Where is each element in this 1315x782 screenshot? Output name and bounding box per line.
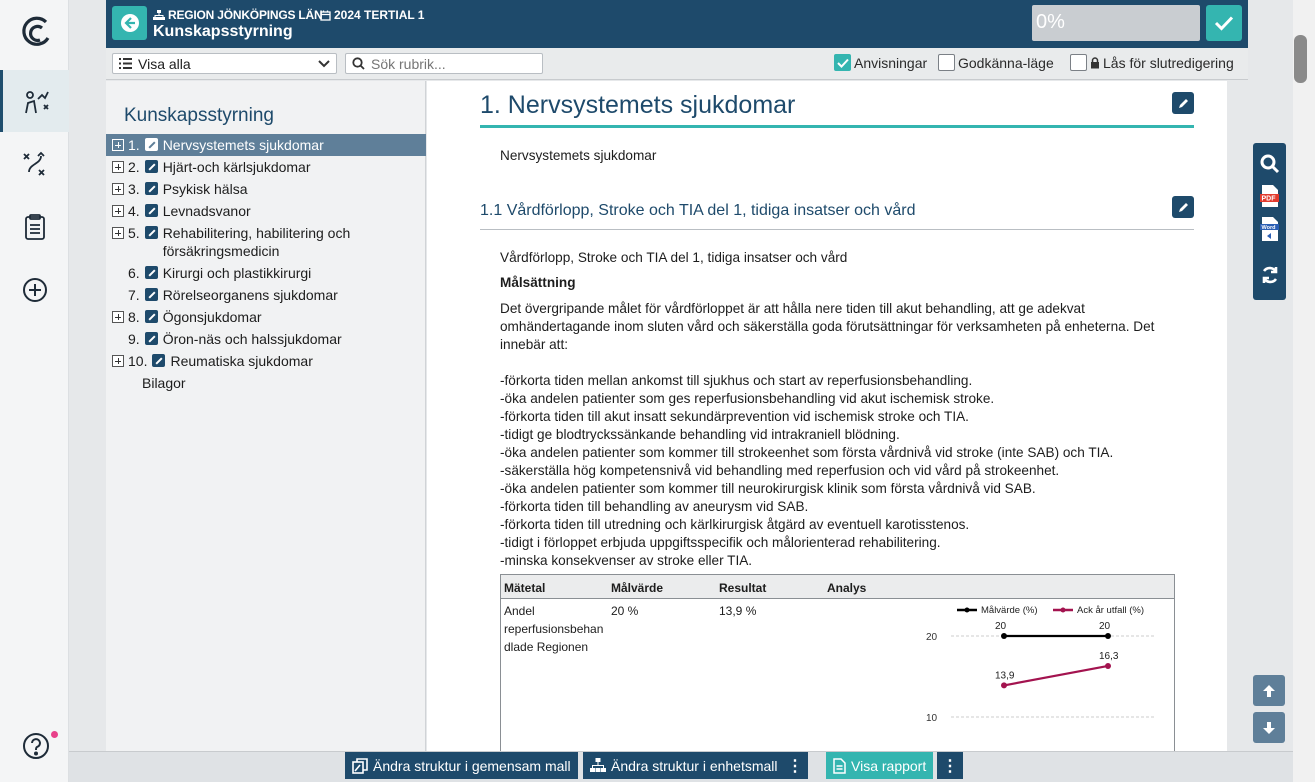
tree-item-4[interactable] (106, 200, 426, 222)
tree-item-5[interactable] (106, 222, 426, 262)
tree-item-10[interactable] (106, 350, 426, 372)
data-label: 13,9 (995, 670, 1015, 682)
edit-icon[interactable] (145, 204, 158, 217)
edit-icon[interactable] (145, 182, 158, 195)
nav-analytics-icon[interactable] (0, 70, 69, 132)
approve-mode-checkbox[interactable] (938, 54, 1054, 71)
tree-item-number: 1. (128, 137, 140, 153)
tree-item-label: Reumatiska sjukdomar (170, 353, 313, 369)
arrow-down-icon (1261, 720, 1277, 736)
app-logo-icon[interactable] (18, 14, 54, 50)
instructions-label: Anvisningar (854, 54, 928, 71)
unit-template-more-button[interactable]: ⋮ (782, 752, 808, 779)
target-cell: 20 % (611, 604, 639, 618)
check-icon (1214, 15, 1234, 31)
expand-icon[interactable] (112, 161, 124, 173)
tree-item-1[interactable] (106, 134, 426, 156)
nav-add-icon[interactable] (0, 259, 69, 321)
list-item: -förkorta tiden mellan ankomst till sjukhus och start av reperfusionsbehandling. (500, 373, 973, 388)
metrics-table (500, 574, 1175, 751)
button-label: Visa rapport (851, 757, 927, 774)
back-button[interactable] (112, 6, 147, 40)
search-box[interactable] (345, 53, 543, 74)
scroll-top-button[interactable] (1253, 675, 1285, 706)
y-tick-label: 20 (926, 632, 938, 643)
confirm-button[interactable] (1206, 5, 1242, 41)
top-bar (106, 0, 1248, 48)
metric-line: dlade Regionen (504, 640, 589, 654)
tree-item-number: 6. (128, 265, 140, 281)
list-item: -tidigt i förloppet erbjuda uppgiftsspecifik och målorienterad rehabilitering. (500, 535, 941, 550)
app-rail (0, 0, 69, 782)
legend-label: Ack år utfall (%) (1077, 605, 1145, 616)
expand-icon[interactable] (112, 227, 124, 239)
view-select[interactable] (112, 53, 337, 74)
tree-item-6[interactable] (106, 262, 426, 284)
data-point (1001, 633, 1007, 639)
page-scrollbar[interactable] (1293, 0, 1315, 782)
notification-dot (51, 731, 58, 738)
period-name: 2024 TERTIAL 1 (334, 8, 425, 22)
org-label (153, 8, 322, 22)
tree-item-label: Ögonsjukdomar (162, 309, 262, 325)
tree-item-appendix[interactable] (106, 372, 426, 394)
edit-icon[interactable] (152, 354, 165, 367)
period-label (320, 8, 424, 22)
list-item: -förkorta tiden till akut insatt sekundärprevention vid ischemisk stroke och TIA. (500, 409, 969, 424)
filter-toolbar (106, 48, 1248, 80)
tree-item-7[interactable] (106, 284, 426, 306)
goal-paragraph-line-2: omhändertagande inom sluten vård och säkerställa goda förutsättningar för verksamheten på enheterna. Det (500, 319, 1155, 334)
instructions-checkbox[interactable] (834, 54, 927, 71)
tree-item-number: 9. (128, 331, 140, 347)
expand-icon[interactable] (112, 183, 124, 195)
report-more-button[interactable]: ⋮ (937, 752, 963, 779)
table-header (501, 575, 1174, 599)
expand-icon[interactable] (112, 311, 124, 323)
document-icon (833, 758, 846, 774)
tree-item-3[interactable] (106, 178, 426, 200)
show-report-button[interactable] (826, 752, 933, 779)
tree-item-label: Kirurgi och plastikkirurgi (162, 265, 312, 281)
edit-icon[interactable] (145, 226, 158, 239)
calendar-icon (320, 10, 331, 21)
tree-item-number: 4. (128, 203, 140, 219)
tree-item-number: 3. (128, 181, 140, 197)
button-label: Ändra struktur i enhetsmall (611, 757, 778, 774)
scroll-bottom-button[interactable] (1253, 712, 1285, 743)
svg-text:Word: Word (1261, 225, 1276, 231)
checkbox-empty-icon[interactable] (1070, 54, 1087, 71)
list-item: -säkerställa hög kompetensnivå vid behandling med reperfusion och vid vård på strokeenhet. (500, 463, 1060, 478)
data-label: 20 (995, 621, 1007, 632)
search-input[interactable] (371, 56, 531, 72)
legend-label: Målvärde (%) (981, 605, 1038, 616)
data-point (1105, 633, 1111, 639)
list-item: -tidigt ge blodtryckssänkande behandling vid intrakraniell blödning. (500, 427, 900, 442)
col-header: Målvärde (611, 581, 664, 595)
section-text: Nervsystemets sjukdomar (500, 148, 657, 163)
data-point (1105, 663, 1111, 669)
progress-label: 0% (1036, 11, 1065, 33)
edit-subsection-button[interactable] (1172, 196, 1194, 218)
subsection-heading: 1.1 Vårdförlopp, Stroke och TIA del 1, tidiga insatser och vård (480, 202, 916, 219)
search-icon (352, 57, 365, 70)
list-item: -öka andelen patienter som kommer till strokeenhet som första vårdnivå vid stroke (inte SAB) och TIA. (500, 445, 1114, 460)
scrollbar-thumb[interactable] (1294, 35, 1307, 83)
expand-icon[interactable] (112, 355, 124, 367)
chevron-down-icon (318, 60, 330, 68)
data-label: 16,3 (1099, 650, 1119, 662)
nav-routes-icon[interactable] (0, 133, 69, 195)
tree-item-number: 10. (128, 353, 148, 369)
goal-list (500, 372, 1113, 570)
col-header: Mätetal (504, 581, 546, 595)
metric-line: reperfusionsbehan (504, 622, 604, 636)
tree-item-label: Psykisk hälsa (162, 181, 248, 197)
progress-bar (1032, 5, 1200, 41)
metric-line: Andel (504, 604, 535, 618)
lock-label: Lås för slutredigering (1103, 54, 1234, 71)
search-icon[interactable] (1258, 151, 1282, 177)
tree-item-label: Nervsystemets sjukdomar (162, 137, 324, 153)
tree-item-label: Hjärt-och kärlsjukdomar (162, 159, 311, 175)
tree-item-number: 2. (128, 159, 140, 175)
nav-clipboard-icon[interactable] (0, 196, 69, 258)
expand-icon[interactable] (112, 139, 124, 151)
main-area (106, 0, 1276, 782)
org-name: REGION JÖNKÖPINGS LÄN (168, 8, 323, 22)
page-title: Kunskapsstyrning (153, 23, 293, 40)
edit-icon[interactable] (145, 160, 158, 173)
checkbox-empty-icon[interactable] (938, 54, 955, 71)
list-item: -minska konsekvenser av stroke eller TIA. (500, 553, 753, 568)
goal-paragraph-line-1: Det övergripande målet för vårdförloppet är att hålla nere tiden till akut behandling, att ge adekvat (500, 301, 1085, 316)
sidebar (106, 81, 426, 751)
heading-divider (480, 125, 1194, 128)
tree-item-label: Öron-näs och halssjukdomar (162, 331, 342, 347)
sidebar-heading: Kunskapsstyrning (124, 105, 274, 126)
result-cell: 13,9 % (719, 604, 757, 618)
refresh-icon[interactable] (1258, 262, 1282, 288)
goal-heading: Målsättning (500, 275, 576, 290)
copy-edit-icon (352, 758, 368, 774)
edit-icon[interactable] (145, 310, 158, 323)
analysis-chart (921, 599, 1166, 751)
document-content (427, 81, 1227, 751)
pencil-icon (1177, 201, 1190, 214)
legend-marker (965, 608, 970, 613)
edit-common-template-button[interactable] (345, 752, 578, 779)
legend-marker (1061, 608, 1066, 613)
subsection-text: Vårdförlopp, Stroke och TIA del 1, tidiga insatser och vård (500, 250, 848, 265)
lock-icon (1090, 57, 1100, 69)
col-header: Resultat (719, 581, 767, 595)
tree-item-2[interactable] (106, 156, 426, 178)
tree-item-number: 7. (128, 287, 140, 303)
tree-item-9[interactable] (106, 328, 426, 350)
col-header: Analys (827, 581, 867, 595)
edit-icon[interactable] (145, 266, 158, 279)
bottom-bar (69, 751, 1293, 782)
document-tools (1253, 143, 1286, 300)
tree-item-label: Bilagor (142, 375, 186, 391)
chapter-tree (106, 134, 426, 394)
tree-item-label: Levnadsvanor (162, 203, 251, 219)
arrow-left-circle-icon (120, 13, 140, 33)
lock-checkbox[interactable] (1070, 54, 1234, 71)
tree-item-label: Rehabilitering, habilitering och försäkringsmedicin (162, 225, 351, 259)
edit-icon[interactable] (145, 332, 158, 345)
approve-mode-label: Godkänna-läge (958, 54, 1054, 71)
series-line (1004, 666, 1108, 685)
goal-paragraph-line-3: innebär att: (500, 337, 569, 352)
data-label: 20 (1099, 621, 1111, 632)
svg-text:PDF: PDF (1261, 195, 1276, 203)
section-heading: 1. Nervsystemets sjukdomar (480, 91, 796, 119)
tree-item-8[interactable] (106, 306, 426, 328)
y-tick-label: 10 (926, 713, 938, 724)
tree-item-number: 8. (128, 309, 140, 325)
help-icon[interactable] (22, 732, 50, 760)
expand-icon[interactable] (112, 205, 124, 217)
data-point (1001, 682, 1007, 688)
pencil-icon (1177, 97, 1190, 110)
sitemap-icon (590, 758, 606, 773)
view-select-value: Visa alla (138, 55, 191, 72)
tree-item-number: 5. (128, 225, 140, 241)
arrow-up-icon (1261, 683, 1277, 699)
list-item: -öka andelen patienter som ges reperfusionsbehandling vid akut ischemisk stroke. (500, 391, 995, 406)
list-icon (119, 58, 132, 69)
sitemap-icon (153, 10, 165, 21)
list-item: -förkorta tiden till behandling av aneurysm vid SAB. (500, 499, 809, 514)
edit-icon[interactable] (145, 138, 158, 151)
pdf-export-icon[interactable] (1258, 183, 1282, 209)
word-export-icon[interactable] (1258, 216, 1282, 242)
list-item: -öka andelen patienter som kommer till neurokirurgisk klinik som första vårdnivå vid SAB. (500, 481, 1036, 496)
button-label: Ändra struktur i gemensam mall (373, 757, 571, 774)
edit-icon[interactable] (145, 288, 158, 301)
edit-unit-template-button[interactable] (583, 752, 785, 779)
list-item: -förkorta tiden till utredning och kärlkirurgisk åtgärd av eventuell karotisstenos. (500, 517, 970, 532)
subheading-divider (480, 229, 1194, 230)
checkbox-checked-icon[interactable] (834, 54, 851, 71)
tree-item-label: Rörelseorganens sjukdomar (162, 287, 338, 303)
edit-section-button[interactable] (1172, 92, 1194, 114)
metric-cell (504, 602, 603, 656)
